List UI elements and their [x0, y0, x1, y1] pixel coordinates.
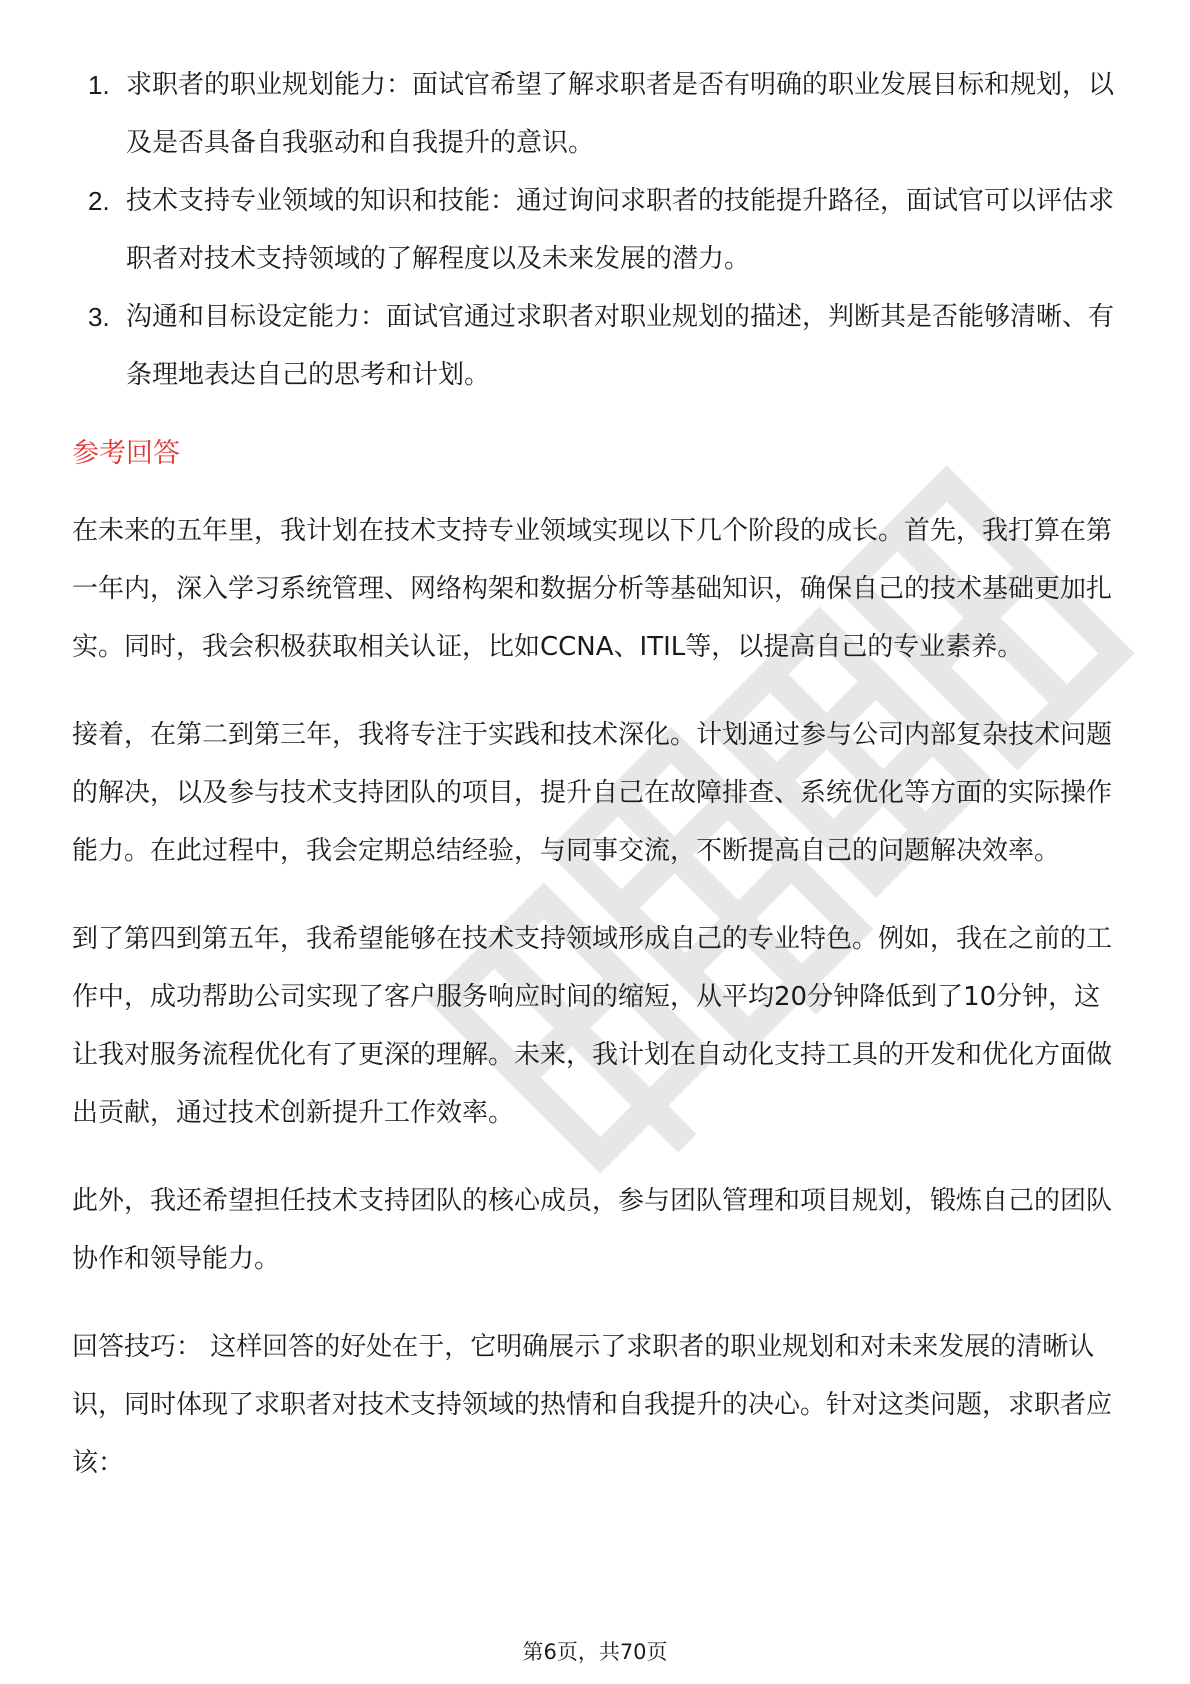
list-number: 2. — [88, 186, 110, 216]
paragraph: 接着，在第二到第三年，我将专注于实践和技术深化。计划通过参与公司内部复杂技术问题的解决，以及参与技术支持团队的项目，提升自己在故障排查、系统优化等方面的实际操作能力。在此过程中，我会定期总结经验，与同事交流，不断提高自己的问题解决效率。 — [72, 720, 1113, 866]
list-number: 3. — [88, 302, 110, 332]
paragraph: 在未来的五年里，我计划在技术支持专业领域实现以下几个阶段的成长。首先，我打算在第一年内，深入学习系统管理、网络构架和数据分析等基础知识，确保自己的技术基础更加扎实。同时，我会积极获取相关认证，比如CCNA、ITIL等，以提高自己的专业素养。 — [72, 516, 1113, 662]
list-number: 1. — [88, 70, 110, 100]
list-text: 沟通和目标设定能力：面试官通过求职者对职业规划的描述，判断其是否能够清晰、有条理地表达自己的思考和计划。 — [126, 302, 1115, 390]
page-footer: 第6页，共70页 — [522, 1640, 668, 1664]
document-body — [72, 56, 1122, 1522]
criteria-list — [72, 56, 1122, 404]
paragraph: 到了第四到第五年，我希望能够在技术支持领域形成自己的专业特色。例如，我在之前的工作中，成功帮助公司实现了客户服务响应时间的缩短，从平均20分钟降低到了10分钟，这让我对服务流程优化有了更深的理解。未来，我计划在自动化支持工具的开发和优化方面做出贡献，通过技术创新提升工作效率。 — [72, 924, 1113, 1128]
list-text: 求职者的职业规划能力：面试官希望了解求职者是否有明确的职业发展目标和规划，以及是否具备自我驱动和自我提升的意识。 — [126, 70, 1115, 158]
list-item — [72, 56, 1122, 172]
paragraph: 此外，我还希望担任技术支持团队的核心成员，参与团队管理和项目规划，锻炼自己的团队协作和领导能力。 — [72, 1186, 1113, 1274]
section-heading: 参考回答 — [72, 438, 180, 469]
list-item — [72, 172, 1122, 288]
list-item — [72, 288, 1122, 404]
list-text: 技术支持专业领域的知识和技能：通过询问求职者的技能提升路径，面试官可以评估求职者对技术支持领域的了解程度以及未来发展的潜力。 — [126, 186, 1115, 274]
paragraph: 回答技巧： 这样回答的好处在于，它明确展示了求职者的职业规划和对未来发展的清晰认识，同时体现了求职者对技术支持领域的热情和自我提升的决心。针对这类问题，求职者应该： — [72, 1332, 1113, 1478]
